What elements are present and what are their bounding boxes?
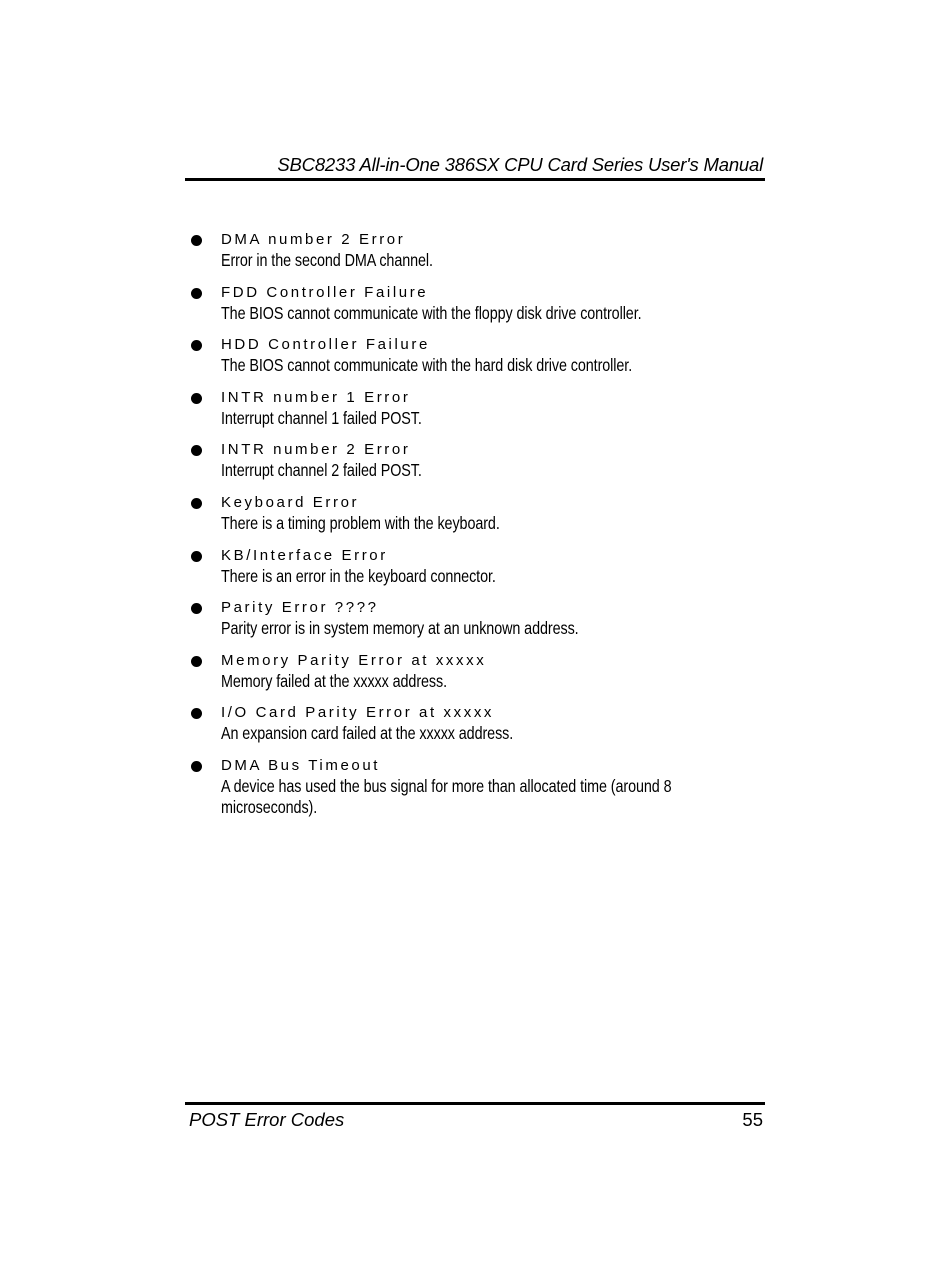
error-description: A device has used the bus signal for more than allocated time (around 8 microseconds). (221, 775, 672, 817)
error-description: Interrupt channel 1 failed POST. (221, 407, 422, 428)
list-item (185, 546, 765, 599)
list-item (185, 230, 765, 283)
error-name: Keyboard Error (221, 493, 360, 511)
error-name: INTR number 1 Error (221, 388, 411, 406)
list-item (185, 440, 765, 493)
error-name: Memory Parity Error at xxxxx (221, 651, 487, 669)
list-item (185, 703, 765, 756)
page-number: 55 (742, 1109, 763, 1130)
bullet-icon (191, 445, 202, 456)
error-name: Parity Error ???? (221, 599, 379, 617)
bullet-icon (191, 761, 202, 772)
error-name: DMA Bus Timeout (221, 756, 381, 774)
bullet-icon (191, 288, 202, 299)
error-name: KB/Interface Error (221, 546, 388, 564)
list-item (185, 493, 765, 546)
error-description: There is a timing problem with the keyboard. (221, 512, 500, 533)
list-item (185, 335, 765, 388)
error-name: INTR number 2 Error (221, 441, 411, 459)
error-description: Interrupt channel 2 failed POST. (221, 460, 422, 481)
error-description: Memory failed at the xxxxx address. (221, 670, 448, 691)
bullet-icon (191, 603, 202, 614)
page-header (185, 151, 765, 181)
list-item (185, 283, 765, 336)
bullet-icon (191, 393, 202, 404)
error-description: The BIOS cannot communicate with the hard disk drive controller. (221, 355, 633, 376)
manual-title: SBC8233 All-in-One 386SX CPU Card Series User's Manual (277, 154, 763, 175)
page-footer (185, 1102, 765, 1132)
list-item (185, 756, 765, 830)
error-name: HDD Controller Failure (221, 336, 430, 354)
bullet-icon (191, 498, 202, 509)
error-description: Parity error is in system memory at an unknown address. (221, 618, 579, 639)
bullet-icon (191, 235, 202, 246)
list-item (185, 651, 765, 704)
section-title: POST Error Codes (189, 1109, 345, 1130)
error-name: I/O Card Parity Error at xxxxx (221, 704, 495, 722)
error-name: DMA number 2 Error (221, 231, 406, 248)
bullet-icon (191, 340, 202, 351)
error-description: An expansion card failed at the xxxxx address. (221, 723, 514, 744)
error-name: FDD Controller Failure (221, 283, 429, 301)
list-item (185, 598, 765, 651)
error-description: The BIOS cannot communicate with the floppy disk drive controller. (221, 302, 642, 323)
bullet-icon (191, 656, 202, 667)
bullet-icon (191, 551, 202, 562)
list-item (185, 388, 765, 441)
error-description: Error in the second DMA channel. (221, 250, 433, 270)
bullet-icon (191, 708, 202, 719)
error-description: There is an error in the keyboard connector. (221, 565, 496, 586)
post-error-list (185, 230, 765, 830)
